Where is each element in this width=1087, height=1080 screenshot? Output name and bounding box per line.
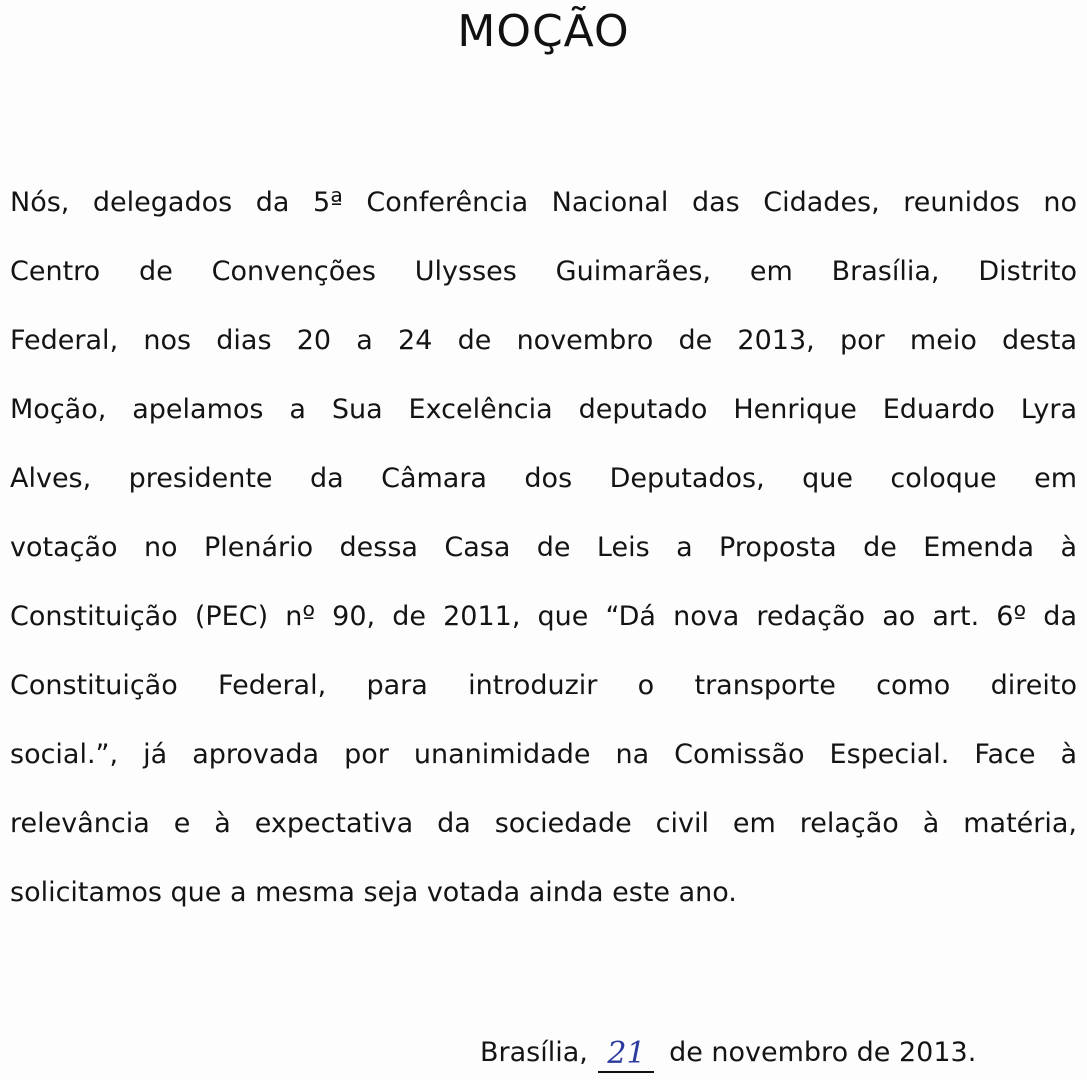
body-line: Alves, presidente da Câmara dos Deputados, que coloque em [10,463,1077,494]
body-line: Federal, nos dias 20 a 24 de novembro de 2013, por meio desta [10,325,1077,356]
body-line: Constituição Federal, para introduzir o transporte como direito [10,670,1077,701]
body-line: Nós, delegados da 5ª Conferência Nacional das Cidades, reunidos no [10,187,1077,218]
date-line [480,1028,976,1078]
body-line: solicitamos que a mesma seja votada ainda este ano. [10,877,737,908]
body-line: social.”, já aprovada por unanimidade na Comissão Especial. Face à [10,739,1077,770]
motion-body [10,168,1077,927]
date-place: Brasília, [480,1037,588,1068]
body-line: Constituição (PEC) nº 90, de 2011, que “Dá nova redação ao art. 6º da [10,601,1077,632]
body-line: votação no Plenário dessa Casa de Leis a Proposta de Emenda à [10,532,1077,563]
body-line: relevância e à expectativa da sociedade civil em relação à matéria, [10,808,1077,839]
date-rest: de novembro de 2013. [669,1037,977,1068]
handwritten-day: 21 [598,1037,654,1073]
body-line: Moção, apelamos a Sua Excelência deputado Henrique Eduardo Lyra [10,394,1077,425]
body-line: Centro de Convenções Ulysses Guimarães, em Brasília, Distrito [10,256,1077,287]
document-title: MOÇÃO [457,6,630,57]
